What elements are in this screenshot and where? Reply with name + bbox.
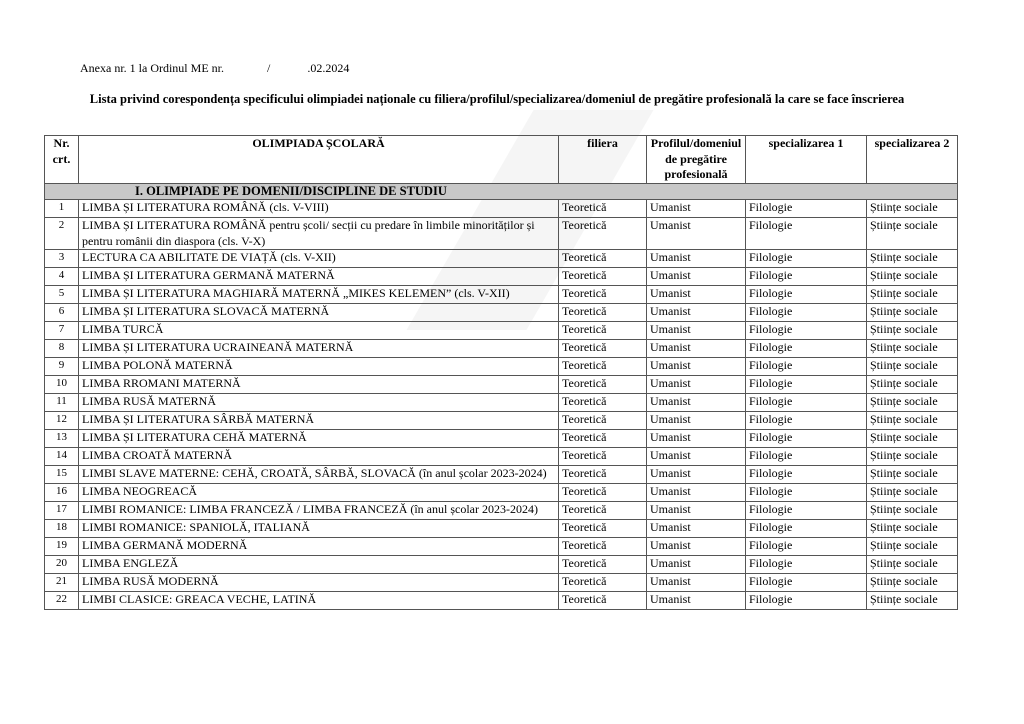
profil: Umanist bbox=[647, 484, 746, 502]
filiera: Teoretică bbox=[559, 466, 647, 484]
table-row bbox=[45, 484, 958, 502]
table-row bbox=[45, 520, 958, 538]
row-number: 11 bbox=[45, 394, 79, 412]
specializare-2: Științe sociale bbox=[867, 538, 958, 556]
filiera: Teoretică bbox=[559, 592, 647, 610]
profil: Umanist bbox=[647, 286, 746, 304]
olympiad-name: LIMBA ȘI LITERATURA GERMANĂ MATERNĂ bbox=[79, 268, 559, 286]
profil: Umanist bbox=[647, 574, 746, 592]
table-row bbox=[45, 340, 958, 358]
profil: Umanist bbox=[647, 340, 746, 358]
specializare-1: Filologie bbox=[746, 340, 867, 358]
olympiad-name: LIMBI CLASICE: GREACA VECHE, LATINĂ bbox=[79, 592, 559, 610]
col-spec2: specializarea 2 bbox=[867, 136, 958, 184]
table-row bbox=[45, 556, 958, 574]
specializare-2: Științe sociale bbox=[867, 340, 958, 358]
profil: Umanist bbox=[647, 376, 746, 394]
table-row bbox=[45, 394, 958, 412]
olympiad-name: LIMBA RUSĂ MATERNĂ bbox=[79, 394, 559, 412]
olympiad-name: LIMBA ȘI LITERATURA SÂRBĂ MATERNĂ bbox=[79, 412, 559, 430]
row-number: 13 bbox=[45, 430, 79, 448]
specializare-2: Științe sociale bbox=[867, 358, 958, 376]
specializare-1: Filologie bbox=[746, 484, 867, 502]
row-number: 5 bbox=[45, 286, 79, 304]
specializare-1: Filologie bbox=[746, 304, 867, 322]
profil: Umanist bbox=[647, 556, 746, 574]
filiera: Teoretică bbox=[559, 286, 647, 304]
profil: Umanist bbox=[647, 520, 746, 538]
specializare-2: Științe sociale bbox=[867, 394, 958, 412]
specializare-2: Științe sociale bbox=[867, 448, 958, 466]
specializare-1: Filologie bbox=[746, 268, 867, 286]
specializare-2: Științe sociale bbox=[867, 268, 958, 286]
olympiad-name: LIMBA ȘI LITERATURA CEHĂ MATERNĂ bbox=[79, 430, 559, 448]
filiera: Teoretică bbox=[559, 200, 647, 218]
table-row bbox=[45, 592, 958, 610]
olympiad-name: LIMBA ȘI LITERATURA SLOVACĂ MATERNĂ bbox=[79, 304, 559, 322]
filiera: Teoretică bbox=[559, 502, 647, 520]
table-row bbox=[45, 250, 958, 268]
row-number: 2 bbox=[45, 218, 79, 250]
col-filiera: filiera bbox=[559, 136, 647, 184]
specializare-1: Filologie bbox=[746, 592, 867, 610]
table-row bbox=[45, 574, 958, 592]
specializare-1: Filologie bbox=[746, 574, 867, 592]
table-row bbox=[45, 430, 958, 448]
filiera: Teoretică bbox=[559, 376, 647, 394]
section-title: I. OLIMPIADE PE DOMENII/DISCIPLINE DE STUDIU bbox=[45, 183, 958, 200]
row-number: 15 bbox=[45, 466, 79, 484]
specializare-2: Științe sociale bbox=[867, 250, 958, 268]
row-number: 22 bbox=[45, 592, 79, 610]
profil: Umanist bbox=[647, 304, 746, 322]
table-row bbox=[45, 376, 958, 394]
table-row bbox=[45, 286, 958, 304]
row-number: 12 bbox=[45, 412, 79, 430]
specializare-2: Științe sociale bbox=[867, 376, 958, 394]
profil: Umanist bbox=[647, 430, 746, 448]
olympiad-name: LIMBA CROATĂ MATERNĂ bbox=[79, 448, 559, 466]
filiera: Teoretică bbox=[559, 448, 647, 466]
profil: Umanist bbox=[647, 250, 746, 268]
filiera: Teoretică bbox=[559, 268, 647, 286]
table-row bbox=[45, 538, 958, 556]
table-header-row bbox=[45, 136, 958, 184]
row-number: 4 bbox=[45, 268, 79, 286]
profil: Umanist bbox=[647, 322, 746, 340]
row-number: 20 bbox=[45, 556, 79, 574]
filiera: Teoretică bbox=[559, 304, 647, 322]
profil: Umanist bbox=[647, 358, 746, 376]
specializare-2: Științe sociale bbox=[867, 466, 958, 484]
filiera: Teoretică bbox=[559, 574, 647, 592]
specializare-1: Filologie bbox=[746, 358, 867, 376]
specializare-1: Filologie bbox=[746, 412, 867, 430]
specializare-1: Filologie bbox=[746, 376, 867, 394]
profil: Umanist bbox=[647, 538, 746, 556]
specializare-1: Filologie bbox=[746, 250, 867, 268]
table-row bbox=[45, 218, 958, 250]
olympiad-name: LIMBA POLONĂ MATERNĂ bbox=[79, 358, 559, 376]
filiera: Teoretică bbox=[559, 340, 647, 358]
row-number: 9 bbox=[45, 358, 79, 376]
row-number: 1 bbox=[45, 200, 79, 218]
specializare-2: Științe sociale bbox=[867, 484, 958, 502]
specializare-2: Științe sociale bbox=[867, 286, 958, 304]
col-olympiad: OLIMPIADA ȘCOLARĂ bbox=[79, 136, 559, 184]
profil: Umanist bbox=[647, 412, 746, 430]
specializare-2: Științe sociale bbox=[867, 218, 958, 250]
table-row bbox=[45, 358, 958, 376]
olympiad-name: LIMBA RROMANI MATERNĂ bbox=[79, 376, 559, 394]
specializare-1: Filologie bbox=[746, 218, 867, 250]
filiera: Teoretică bbox=[559, 556, 647, 574]
specializare-1: Filologie bbox=[746, 322, 867, 340]
profil: Umanist bbox=[647, 268, 746, 286]
filiera: Teoretică bbox=[559, 322, 647, 340]
olympiad-name: LIMBI SLAVE MATERNE: CEHĂ, CROATĂ, SÂRBĂ, SLOVACĂ (în anul școlar 2023-2024) bbox=[79, 466, 559, 484]
olympiad-name: LECTURA CA ABILITATE DE VIAȚĂ (cls. V-XII) bbox=[79, 250, 559, 268]
profil: Umanist bbox=[647, 448, 746, 466]
olympiad-name: LIMBA GERMANĂ MODERNĂ bbox=[79, 538, 559, 556]
olympiad-name: LIMBA ȘI LITERATURA UCRAINEANĂ MATERNĂ bbox=[79, 340, 559, 358]
specializare-1: Filologie bbox=[746, 200, 867, 218]
specializare-2: Științe sociale bbox=[867, 200, 958, 218]
olympiad-name: LIMBA ȘI LITERATURA MAGHIARĂ MATERNĂ „MIKES KELEMEN” (cls. V-XII) bbox=[79, 286, 559, 304]
section-row bbox=[45, 183, 958, 200]
annex-label: Anexa nr. 1 la Ordinul ME nr. bbox=[80, 61, 224, 75]
filiera: Teoretică bbox=[559, 538, 647, 556]
filiera: Teoretică bbox=[559, 250, 647, 268]
filiera: Teoretică bbox=[559, 430, 647, 448]
profil: Umanist bbox=[647, 466, 746, 484]
olympiad-name: LIMBA RUSĂ MODERNĂ bbox=[79, 574, 559, 592]
col-nr: Nr. crt. bbox=[45, 136, 79, 184]
col-profil: Profilul/domeniul de pregătire profesională bbox=[647, 136, 746, 184]
row-number: 10 bbox=[45, 376, 79, 394]
filiera: Teoretică bbox=[559, 218, 647, 250]
filiera: Teoretică bbox=[559, 412, 647, 430]
specializare-1: Filologie bbox=[746, 520, 867, 538]
olympiad-name: LIMBA TURCĂ bbox=[79, 322, 559, 340]
table-row bbox=[45, 448, 958, 466]
specializare-2: Științe sociale bbox=[867, 304, 958, 322]
table-row bbox=[45, 268, 958, 286]
annex-slash: / bbox=[266, 61, 271, 75]
document-title: Lista privind corespondența specificului olimpiadei naționale cu filiera/profilul/specializarea/domeniul de pregătire profesională la care se face înscrierea bbox=[89, 92, 905, 106]
specializare-2: Științe sociale bbox=[867, 574, 958, 592]
filiera: Teoretică bbox=[559, 520, 647, 538]
filiera: Teoretică bbox=[559, 394, 647, 412]
specializare-2: Științe sociale bbox=[867, 430, 958, 448]
specializare-2: Științe sociale bbox=[867, 520, 958, 538]
olympiad-name: LIMBI ROMANICE: SPANIOLĂ, ITALIANĂ bbox=[79, 520, 559, 538]
row-number: 21 bbox=[45, 574, 79, 592]
filiera: Teoretică bbox=[559, 484, 647, 502]
olympiad-name: LIMBA NEOGREACĂ bbox=[79, 484, 559, 502]
specializare-1: Filologie bbox=[746, 538, 867, 556]
row-number: 14 bbox=[45, 448, 79, 466]
specializare-1: Filologie bbox=[746, 556, 867, 574]
specializare-1: Filologie bbox=[746, 430, 867, 448]
row-number: 17 bbox=[45, 502, 79, 520]
filiera: Teoretică bbox=[559, 358, 647, 376]
olympiad-name: LIMBA ȘI LITERATURA ROMÂNĂ (cls. V-VIII) bbox=[79, 200, 559, 218]
row-number: 7 bbox=[45, 322, 79, 340]
specializare-1: Filologie bbox=[746, 502, 867, 520]
table-row bbox=[45, 322, 958, 340]
row-number: 8 bbox=[45, 340, 79, 358]
specializare-1: Filologie bbox=[746, 466, 867, 484]
profil: Umanist bbox=[647, 502, 746, 520]
table-row bbox=[45, 412, 958, 430]
specializare-2: Științe sociale bbox=[867, 556, 958, 574]
row-number: 18 bbox=[45, 520, 79, 538]
annex-date: .02.2024 bbox=[307, 61, 350, 75]
table-row bbox=[45, 304, 958, 322]
specializare-2: Științe sociale bbox=[867, 322, 958, 340]
olympiad-table bbox=[44, 135, 958, 610]
specializare-2: Științe sociale bbox=[867, 412, 958, 430]
profil: Umanist bbox=[647, 592, 746, 610]
olympiad-name: LIMBA ȘI LITERATURA ROMÂNĂ pentru școli/ secții cu predare în limbile minorităților și pentru românii din diaspora (cls. V-X) bbox=[79, 218, 559, 250]
table-row bbox=[45, 466, 958, 484]
olympiad-name: LIMBA ENGLEZĂ bbox=[79, 556, 559, 574]
profil: Umanist bbox=[647, 200, 746, 218]
col-spec1: specializarea 1 bbox=[746, 136, 867, 184]
specializare-2: Științe sociale bbox=[867, 592, 958, 610]
table-row bbox=[45, 502, 958, 520]
row-number: 6 bbox=[45, 304, 79, 322]
profil: Umanist bbox=[647, 394, 746, 412]
specializare-2: Științe sociale bbox=[867, 502, 958, 520]
row-number: 16 bbox=[45, 484, 79, 502]
olympiad-name: LIMBI ROMANICE: LIMBA FRANCEZĂ / LIMBA FRANCEZĂ (în anul școlar 2023-2024) bbox=[79, 502, 559, 520]
row-number: 3 bbox=[45, 250, 79, 268]
specializare-1: Filologie bbox=[746, 394, 867, 412]
specializare-1: Filologie bbox=[746, 448, 867, 466]
annex-reference bbox=[80, 61, 349, 76]
table-row bbox=[45, 200, 958, 218]
row-number: 19 bbox=[45, 538, 79, 556]
specializare-1: Filologie bbox=[746, 286, 867, 304]
profil: Umanist bbox=[647, 218, 746, 250]
